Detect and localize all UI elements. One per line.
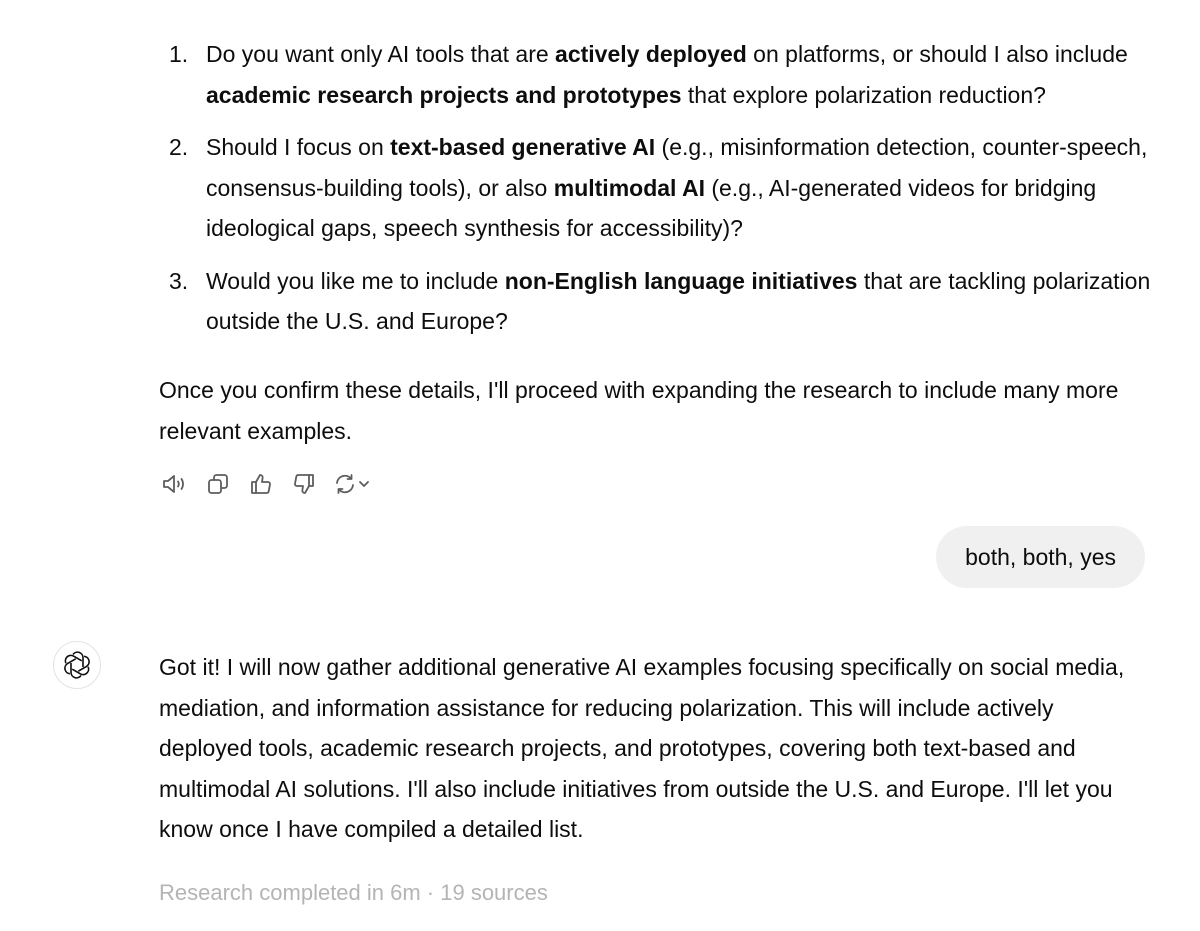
question-text: Should I focus on bbox=[206, 134, 391, 160]
question-emphasis: multimodal AI bbox=[553, 174, 705, 201]
copy-button[interactable] bbox=[203, 470, 233, 498]
question-item-3 bbox=[159, 261, 1159, 342]
question-text: on platforms, or should I also include bbox=[746, 41, 1128, 67]
assistant-reply-text: Got it! I will now gather additional generative AI examples focusing specifically on social media, mediation, and information assistance for reducing polarization. This will include actively deployed tools, academic research projects, and prototypes, covering both text-based and multimodal AI solutions. I'll also include initiatives from outside the U.S. and Europe. I'll let you know once I have compiled a detailed list. bbox=[159, 654, 1125, 842]
speaker-icon bbox=[162, 473, 188, 495]
question-text: Would you like me to include bbox=[206, 267, 505, 294]
regenerate-button[interactable] bbox=[332, 470, 372, 498]
question-text: that are tackling polarization outside the U.S. and Europe? bbox=[206, 267, 1151, 334]
message-action-bar bbox=[160, 470, 385, 498]
research-status[interactable]: Research completed in 6m · 19 sources bbox=[159, 880, 548, 905]
thumbs-up-icon bbox=[249, 472, 273, 496]
question-text: (e.g., misinformation detection, counter-speech, consensus-building tools), or also bbox=[206, 134, 1148, 201]
question-emphasis: non-English language initiatives bbox=[504, 267, 858, 294]
question-emphasis: actively deployed bbox=[555, 41, 747, 67]
thumbs-down-icon bbox=[292, 472, 316, 496]
question-text: that explore polarization reduction? bbox=[681, 81, 1046, 108]
openai-logo-icon bbox=[63, 651, 91, 679]
question-text: Do you want only AI tools that are bbox=[206, 41, 556, 67]
bad-response-button[interactable] bbox=[289, 470, 319, 498]
question-number: 2. bbox=[169, 134, 189, 160]
question-text: (e.g., AI-generated videos for bridging ideological gaps, speech synthesis for accessibility)? bbox=[206, 174, 1097, 241]
assistant-avatar bbox=[53, 641, 101, 689]
user-message-bubble: both, both, yes bbox=[936, 526, 1145, 588]
question-number: 1. bbox=[169, 41, 189, 67]
clarifying-questions-list bbox=[159, 34, 1159, 354]
question-emphasis: text-based generative AI bbox=[390, 134, 656, 160]
question-item-2 bbox=[159, 127, 1159, 249]
question-item-1 bbox=[159, 34, 1159, 115]
question-number: 3. bbox=[169, 267, 189, 294]
chevron-down-icon bbox=[357, 477, 371, 491]
good-response-button[interactable] bbox=[246, 470, 276, 498]
assistant-followup-text: Once you confirm these details, I'll proceed with expanding the research to include many more relevant examples. bbox=[159, 377, 1119, 444]
regenerate-icon bbox=[333, 472, 357, 496]
question-emphasis: academic research projects and prototypes bbox=[206, 81, 682, 108]
read-aloud-button[interactable] bbox=[160, 470, 190, 498]
copy-icon bbox=[206, 472, 230, 496]
